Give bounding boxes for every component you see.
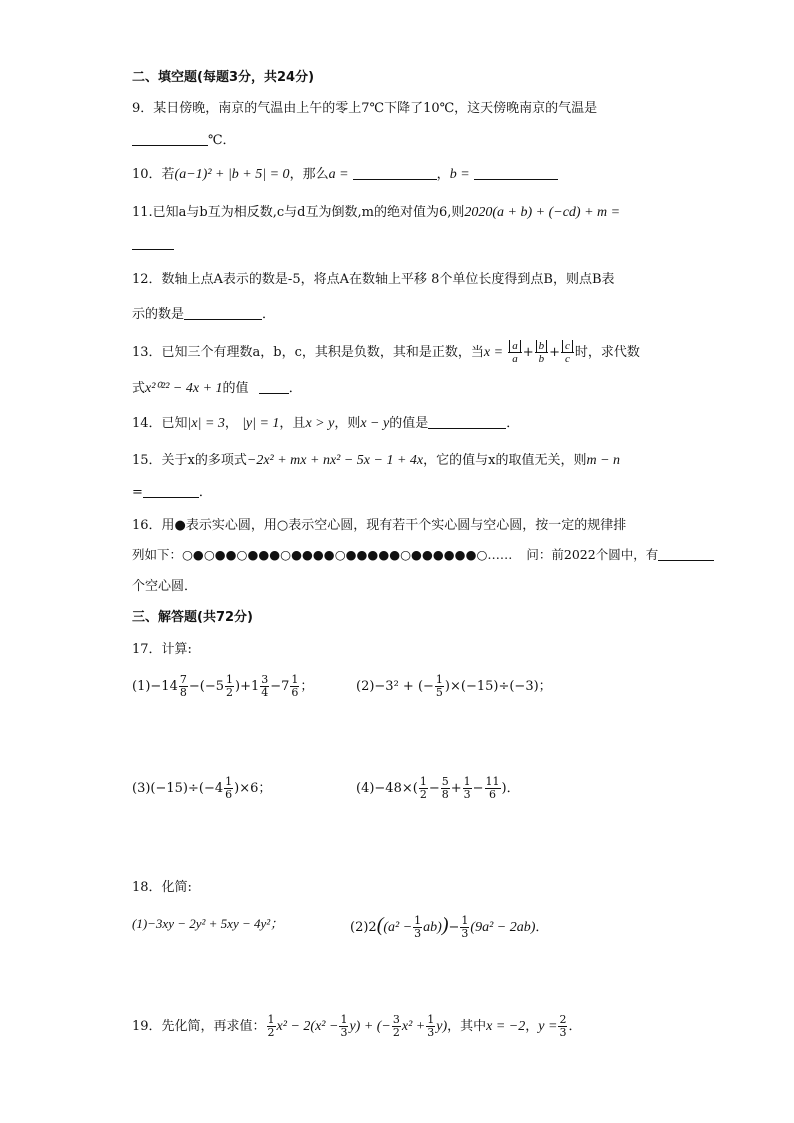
fraction: $\frac{2}{3}$ xyxy=(559,1013,567,1039)
circle-sequence: 列如下：○●○●●○●●●○●●●●○●●●●●○●●●●●●○…… xyxy=(132,547,513,562)
section-title-fill-in: 二、填空题(每题3分，共24分) xyxy=(132,70,315,85)
question-17-part-4: (4)−48×( $\frac{1}{2}$ − $\frac{5}{8}$ + $\frac{1}{3}$ − $\frac{11}{6}$ )． xyxy=(356,775,520,801)
fraction-abs-c-over-c: $\frac{c}{c}$ xyxy=(561,340,574,365)
question-19: 19．先化简，再求值： $\frac{1}{2}$ x² − 2(x² − $\frac{1}{3}$ y) + (− $\frac{3}{2}$ x² + $\frac{1}{3}$ y)，其中x = −2，y = $\frac{2}{3}$ ． xyxy=(132,1013,582,1039)
section-title-answer: 三、解答题(共72分) xyxy=(132,610,253,625)
question-12-line-1: 12．数轴上点A表示的数是-5，将点A在数轴上平移 8个单位长度得到点B，则点B表 xyxy=(132,272,615,287)
question-13-line-2: 式x²⁰²² − 4x + 1的值 ． xyxy=(132,381,302,396)
question-18-part-1: (1)−3xy − 2y² + 5xy − 4y²； xyxy=(132,916,284,931)
fraction: $\frac{1}{3}$ xyxy=(340,1013,348,1039)
question-18-title: 18．化简: xyxy=(132,880,192,895)
question-12-line-2: 示的数是 ． xyxy=(132,307,276,322)
fraction: $\frac{1}{3}$ xyxy=(461,914,469,940)
fraction: $\frac{5}{8}$ xyxy=(441,775,449,801)
fraction: $\frac{1}{2}$ xyxy=(267,1013,275,1039)
fraction: $\frac{1}{3}$ xyxy=(463,775,471,801)
question-18-part-2: (2)2((a² − $\frac{1}{3}$ ab))− $\frac{1}{3}$ (9a² − 2ab)． xyxy=(350,914,549,940)
fraction: $\frac{1}{3}$ xyxy=(414,914,422,940)
answer-blank[interactable] xyxy=(184,305,262,320)
fraction: $\frac{1}{2}$ xyxy=(226,673,233,699)
question-13-line-1: 13．已知三个有理数a，b，c，其积是负数，其和是正数，当x = $\frac{a}{a}$ + $\frac{b}{b}$ + $\frac{c}{c}$ 时，求代数 xyxy=(132,340,640,365)
answer-blank[interactable] xyxy=(428,414,506,429)
fraction: $\frac{3}{2}$ xyxy=(392,1013,400,1039)
fraction-abs-b-over-b: $\frac{b}{b}$ xyxy=(535,340,549,365)
answer-blank[interactable] xyxy=(143,483,199,498)
question-16-line-2: 列如下：○●○●●○●●●○●●●●○●●●●●○●●●●●●○…… 问：前2022个圆中，有 xyxy=(132,545,714,565)
fraction: $\frac{1}{5}$ xyxy=(435,673,443,699)
fraction: $\frac{1}{6}$ xyxy=(225,775,233,801)
answer-blank[interactable] xyxy=(658,546,714,561)
question-10: 10．若(a−1)² + |b + 5| = 0，那么a = ，b = xyxy=(132,165,558,185)
question-17-part-1: (1)−14 $\frac{7}{8}$ −(−5 $\frac{1}{2}$ )+1 $\frac{3}{4}$ −7 $\frac{1}{6}$ ； xyxy=(132,673,314,699)
question-14: 14．已知|x| = 3， |y| = 1，且x > y，则x − y的值是 ． xyxy=(132,416,520,431)
fraction: $\frac{3}{4}$ xyxy=(261,673,269,699)
fraction: $\frac{11}{6}$ xyxy=(485,775,500,801)
fraction-abs-a-over-a: $\frac{a}{a}$ xyxy=(508,340,522,365)
question-11-line-1: 11.已知a与b互为相反数,c与d互为倒数,m的绝对值为6,则2020(a + b) + (−cd) + m = xyxy=(132,205,621,220)
question-9-line-1: 9．某日傍晚，南京的气温由上午的零上7℃下降了10℃，这天傍晚南京的气温是 xyxy=(132,101,598,116)
fraction: $\frac{1}{6}$ xyxy=(291,673,299,699)
fraction: $\frac{1}{3}$ xyxy=(427,1013,435,1039)
answer-blank[interactable] xyxy=(259,379,289,394)
answer-blank-b[interactable] xyxy=(474,165,558,180)
question-15-line-1: 15．关于x的多项式−2x² + mx + nx² − 5x − 1 + 4x，它的值与x的取值无关，则m − n xyxy=(132,453,621,468)
question-16-line-3: 个空心圆． xyxy=(132,579,198,594)
question-16-line-1: 16．用●表示实心圆，用○表示空心圆，现有若干个实心圆与空心圆，按一定的规律排 xyxy=(132,518,627,533)
answer-blank-a[interactable] xyxy=(353,165,437,180)
question-9-line-2: ℃． xyxy=(132,131,236,151)
answer-blank[interactable] xyxy=(132,235,174,250)
question-15-line-2: = ． xyxy=(132,485,212,500)
answer-blank[interactable] xyxy=(132,131,208,146)
question-11-line-2 xyxy=(132,235,174,255)
question-17-part-2: (2)−3² + (− $\frac{1}{5}$ )×(−15)÷(−3)； xyxy=(356,673,552,699)
question-17-part-3: (3)(−15)÷(−4 $\frac{1}{6}$ )×6； xyxy=(132,775,272,801)
fraction: $\frac{1}{2}$ xyxy=(419,775,427,801)
question-17-title: 17．计算: xyxy=(132,642,192,657)
fraction: $\frac{7}{8}$ xyxy=(179,673,187,699)
